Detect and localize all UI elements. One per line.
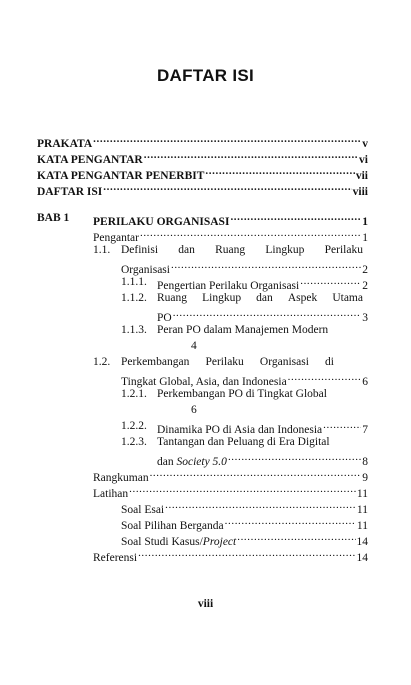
toc-label-italic: Society 5.0 xyxy=(176,456,227,468)
toc-leader-dots xyxy=(237,531,355,545)
toc-entry-1-2-1[interactable]: Perkembangan PO di Tingkat Global xyxy=(157,388,327,400)
toc-page: 11 xyxy=(356,504,368,516)
toc-leader-dots xyxy=(140,227,361,241)
word: Organisasi xyxy=(259,356,309,368)
word: Lingkup xyxy=(265,244,305,256)
word: di xyxy=(325,356,334,368)
word: dan xyxy=(256,292,273,304)
section-number: 1.2.2. xyxy=(121,420,147,432)
word: Perilaku xyxy=(324,244,363,256)
toc-leader-dots xyxy=(165,499,356,513)
page-number: viii xyxy=(197,598,214,610)
toc-label: Referensi xyxy=(93,552,138,564)
section-number: 1.1. xyxy=(93,244,111,256)
toc-entry-1-1-line1[interactable] xyxy=(121,243,363,257)
toc-page: vii xyxy=(355,170,368,182)
toc-label: PO xyxy=(157,312,172,324)
toc-page: 2 xyxy=(362,280,368,292)
toc-leader-dots xyxy=(150,467,362,481)
toc-label-prefix: Soal Studi Kasus/ xyxy=(121,536,203,548)
toc-leader-dots xyxy=(205,165,354,179)
toc-label: Soal Pilihan Berganda xyxy=(121,520,224,532)
section-number: 1.2.1. xyxy=(121,388,147,400)
toc-page: 2 xyxy=(362,264,368,276)
toc-label: PERILAKU ORGANISASI xyxy=(93,216,230,228)
toc-label: KATA PENGANTAR xyxy=(37,154,143,166)
toc-leader-dots xyxy=(173,307,362,321)
section-number: 1.1.3. xyxy=(121,324,147,336)
toc-leader-dots xyxy=(300,275,361,289)
toc-page: 6 xyxy=(362,376,368,388)
word: Definisi xyxy=(121,244,159,256)
toc-page: 4 xyxy=(191,340,197,352)
toc-page: 7 xyxy=(362,424,368,436)
word: Perilaku xyxy=(205,356,244,368)
toc-label: Latihan xyxy=(93,488,129,500)
toc-page: vi xyxy=(359,154,368,166)
toc-entry-1-1-3[interactable]: Peran PO dalam Manajemen Modern xyxy=(157,324,329,336)
toc-label: Organisasi xyxy=(121,264,170,276)
toc-label: Pengertian Perilaku Organisasi xyxy=(157,280,300,292)
toc-page: 14 xyxy=(356,536,368,548)
toc-label: PRAKATA xyxy=(37,138,93,150)
word: Lingkup xyxy=(202,292,242,304)
toc-leader-dots xyxy=(225,515,356,529)
section-number: 1.2. xyxy=(93,356,111,368)
toc-entry-1-2-3-line1[interactable]: Tantangan dan Peluang di Era Digital xyxy=(157,436,330,448)
toc-label-prefix: dan xyxy=(157,456,177,468)
toc-page: 11 xyxy=(356,488,368,500)
toc-leader-dots xyxy=(323,419,361,433)
toc-leader-dots xyxy=(93,133,361,147)
toc-page: 14 xyxy=(356,552,368,564)
word: Ruang xyxy=(215,244,246,256)
toc-entry-1-1-2-line1[interactable] xyxy=(157,291,363,305)
toc-leader-dots xyxy=(129,483,356,497)
toc-leader-dots xyxy=(103,181,351,195)
toc-page: 9 xyxy=(362,472,368,484)
toc-leader-dots xyxy=(288,371,362,385)
chapter-number: BAB 1 xyxy=(37,212,70,224)
toc-label: Pengantar xyxy=(93,232,139,244)
toc-page: viii xyxy=(352,186,368,198)
word: Utama xyxy=(332,292,363,304)
toc-page: 1 xyxy=(362,216,368,228)
toc-page: 3 xyxy=(362,312,368,324)
toc-label: Rangkuman xyxy=(93,472,149,484)
toc-entry-daftar-isi[interactable] xyxy=(37,181,368,199)
word: dan xyxy=(178,244,195,256)
toc-page: 6 xyxy=(191,404,197,416)
page-title: DAFTAR ISI xyxy=(156,66,255,85)
toc-page: 8 xyxy=(362,456,368,468)
section-number: 1.1.2. xyxy=(121,292,147,304)
word: Aspek xyxy=(287,292,318,304)
toc-label-italic: Project xyxy=(202,536,237,548)
section-number: 1.2.3. xyxy=(121,436,147,448)
toc-label: KATA PENGANTAR PENERBIT xyxy=(37,170,205,182)
section-number: 1.1.1. xyxy=(121,276,147,288)
toc-page: v xyxy=(362,138,368,150)
toc-leader-dots xyxy=(144,149,358,163)
toc-page: 1 xyxy=(362,232,368,244)
toc-leader-dots xyxy=(228,451,361,465)
toc-label: Dinamika PO di Asia dan Indonesia xyxy=(157,424,323,436)
toc-page: 11 xyxy=(356,520,368,532)
toc-leader-dots xyxy=(171,259,361,273)
toc-entry-1-2-line1[interactable] xyxy=(121,355,334,369)
toc-label: DAFTAR ISI xyxy=(37,186,103,198)
toc-leader-dots xyxy=(138,547,355,561)
toc-label: Tingkat Global, Asia, dan Indonesia xyxy=(121,376,287,388)
toc-entry-referensi[interactable] xyxy=(93,547,368,565)
word: Ruang xyxy=(157,292,188,304)
toc-leader-dots xyxy=(230,211,361,225)
word: Perkembangan xyxy=(121,356,190,368)
toc-label: Soal Esai xyxy=(121,504,165,516)
